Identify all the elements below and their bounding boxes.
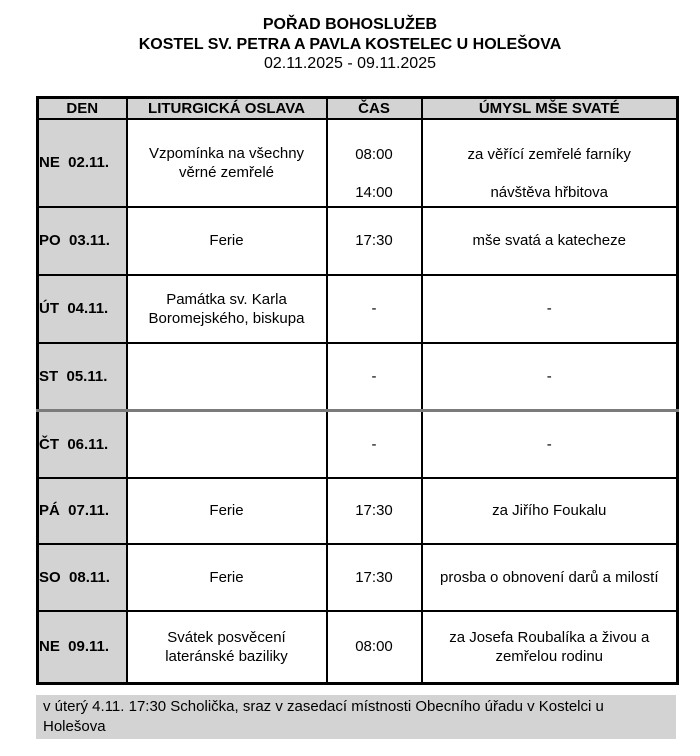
day-cell: NE 09.11. [38,611,127,684]
column-header-oslava: LITURGICKÁ OSLAVA [127,98,327,119]
intention-cell [422,343,678,411]
time-cell: 17:30 [327,544,422,611]
time-entry: 08:00 [355,145,393,163]
intention-cell [422,611,678,684]
intention-cell [422,207,678,275]
day-cell: NE 02.11. [38,119,127,207]
time-cell: 08:00 [327,611,422,684]
intention-text: - [546,367,552,385]
table-row [38,343,678,411]
church-name: KOSTEL SV. PETRA A PAVLA KOSTELEC U HOLEŠOVA [138,35,562,53]
intention-text: za Josefa Roubalíka a živou a zemřelou rodinu [449,628,650,665]
liturgy-text: Ferie [209,502,244,519]
intention-cell [422,411,678,478]
date-range: 02.11.2025 - 09.11.2025 [264,55,436,72]
liturgy-text: Ferie [209,232,244,249]
day-cell: ÚT 04.11. [38,275,127,343]
intention-text: prosba o obnovení darů a milostí [440,568,659,586]
intention-cell [422,119,678,207]
liturgy-cell [127,544,327,611]
table-row [38,611,678,684]
table-header-row [38,98,678,119]
day-cell: PO 03.11. [38,207,127,275]
schedule-table [36,96,679,685]
column-header-den: DEN [38,98,127,119]
day-cell: ST 05.11. [38,343,127,411]
intention-cell [422,275,678,343]
column-header-umysl: ÚMYSL MŠE SVATÉ [422,98,678,119]
table-row [38,207,678,275]
liturgy-cell [127,275,327,343]
intention-text: - [546,435,552,453]
liturgy-text: Památka sv. Karla Boromejského, biskupa [148,290,305,327]
column-header-cas: ČAS [327,98,422,119]
table-row [38,544,678,611]
table-row [38,275,678,343]
liturgy-cell [127,478,327,544]
intention-cell [422,544,678,611]
time-cell: - [327,343,422,411]
time-cell: 17:30 [327,207,422,275]
liturgy-cell [127,207,327,275]
day-cell: PÁ 07.11. [38,478,127,544]
liturgy-text: Vzpomínka na všechny věrné zemřelé [148,144,305,181]
document-header [0,15,700,74]
intention-text: - [546,300,552,317]
day-cell: SO 08.11. [38,544,127,611]
time-entry: 14:00 [355,183,393,201]
footer-note: v úterý 4.11. 17:30 Scholička, sraz v zasedací místnosti Obecního úřadu v Kostelci u Holešova [36,695,676,739]
time-cell: 17:30 [327,478,422,544]
intention-entry: za věřící zemřelé farníky [467,145,631,163]
table-row [38,478,678,544]
intention-text: mše svatá a katecheze [472,232,626,249]
table-row [38,119,678,207]
liturgy-cell [127,411,327,478]
table-row [38,411,678,478]
time-cell: - [327,411,422,478]
day-cell: ČT 06.11. [38,411,127,478]
intention-text: za Jiřího Foukalu [492,502,607,519]
liturgy-text: Svátek posvěcení lateránské baziliky [165,628,288,665]
time-cell: - [327,275,422,343]
liturgy-cell [127,343,327,411]
liturgy-text: Ferie [209,568,244,586]
intention-cell [422,478,678,544]
time-cell [327,119,422,207]
liturgy-cell [127,119,327,207]
page-title: POŘAD BOHOSLUŽEB [262,16,438,33]
intention-entry: návštěva hřbitova [490,183,609,201]
liturgy-cell [127,611,327,684]
